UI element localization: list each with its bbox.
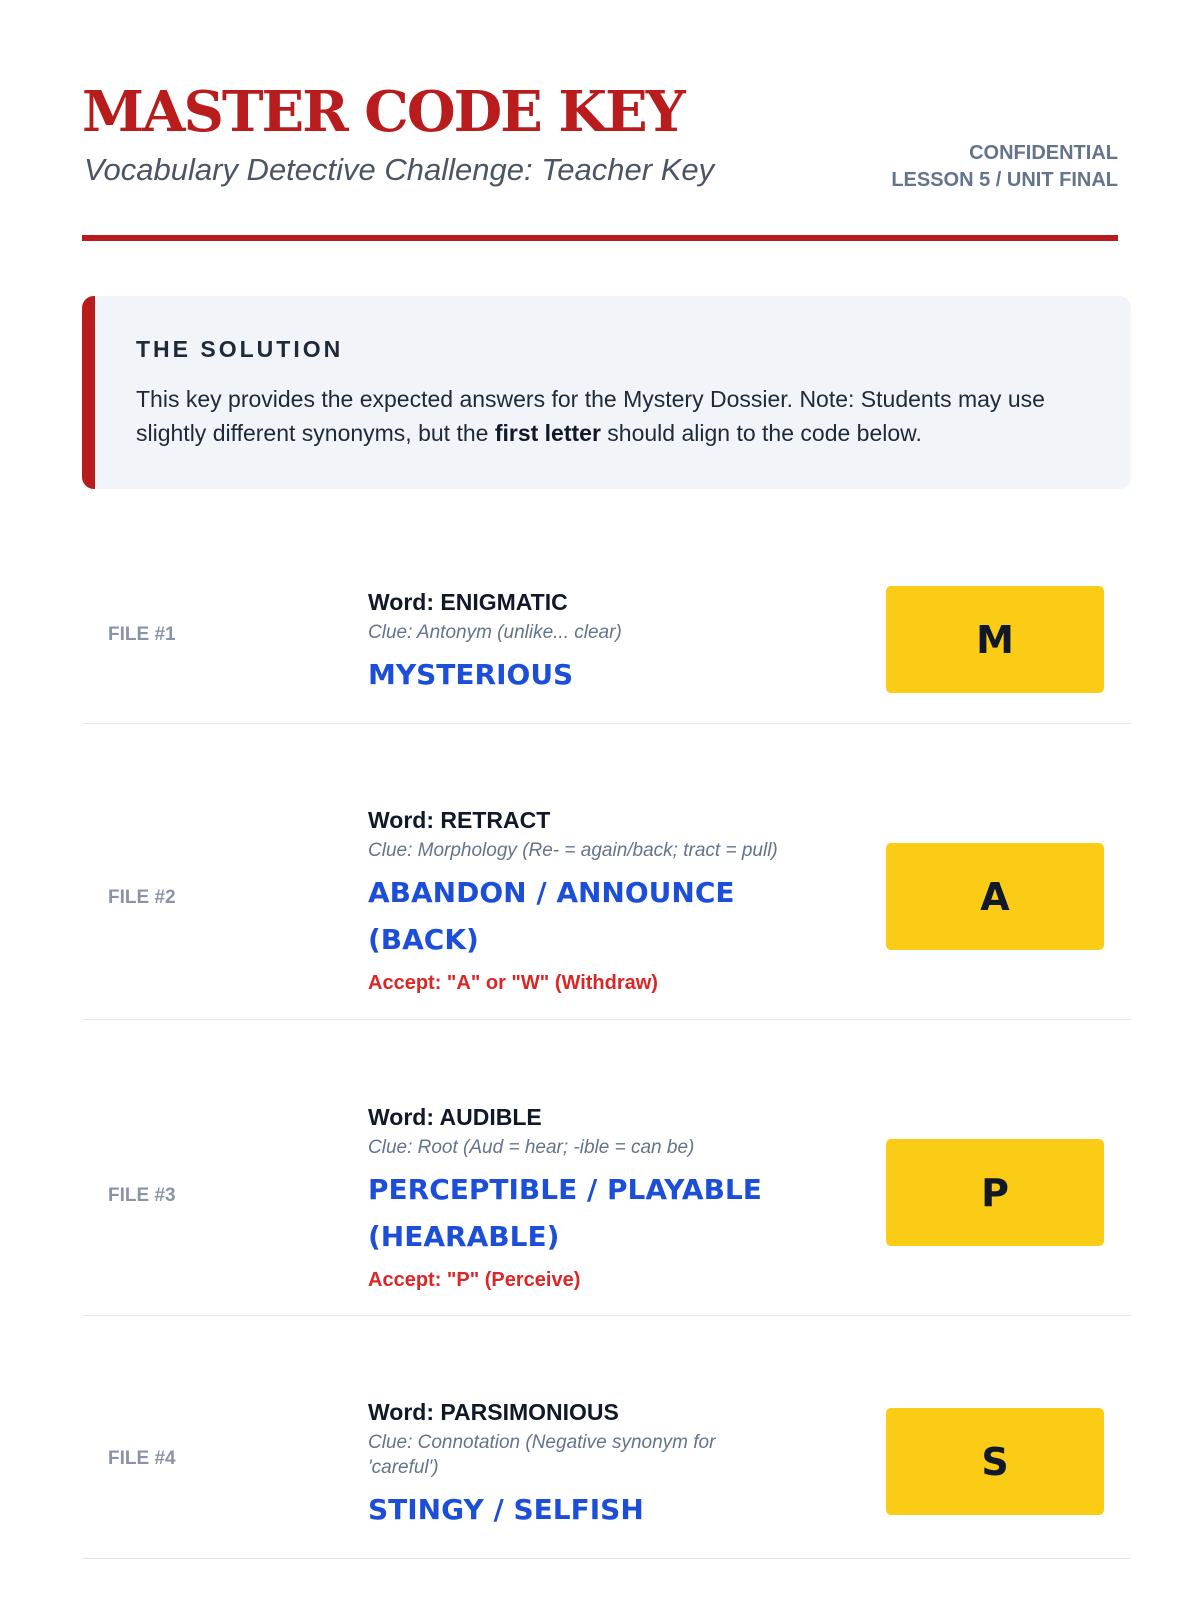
- lesson-label: LESSON 5 / UNIT FINAL: [891, 169, 1118, 191]
- file-row: [82, 1020, 1131, 1316]
- file-label: FILE #2: [108, 887, 176, 908]
- file-row: [82, 724, 1131, 1020]
- file-content: [368, 1103, 848, 1292]
- clue-text: Clue: Morphology (Re- = again/back; tract = pull): [368, 840, 778, 861]
- code-letter: A: [886, 843, 1104, 950]
- clue-text: Clue: Root (Aud = hear; -ible = can be): [368, 1137, 695, 1158]
- file-content: [368, 588, 848, 698]
- file-content: [368, 806, 848, 995]
- header: [82, 0, 1118, 244]
- code-letter: S: [886, 1408, 1104, 1515]
- solution-text: [136, 382, 1091, 450]
- file-row: [82, 1316, 1131, 1559]
- code-letter: M: [886, 586, 1104, 693]
- clue-text: Clue: Connotation (Negative synonym for 'careful'): [368, 1432, 716, 1478]
- file-label: FILE #4: [108, 1448, 176, 1469]
- confidential-label: CONFIDENTIAL: [969, 142, 1118, 164]
- accept-note: Accept: "A" or "W" (Withdraw): [368, 972, 658, 994]
- solution-heading: THE SOLUTION: [136, 336, 344, 362]
- file-content: [368, 1398, 788, 1533]
- answer-text: PERCEPTIBLE / PLAYABLE (HEARABLE): [368, 1173, 762, 1253]
- answer-text: ABANDON / ANNOUNCE (BACK): [368, 876, 735, 956]
- header-divider: [82, 235, 1118, 241]
- vocab-word: Word: PARSIMONIOUS: [368, 1399, 619, 1425]
- file-row: [82, 500, 1131, 724]
- answer-text: MYSTERIOUS: [368, 658, 574, 691]
- vocab-word: Word: ENIGMATIC: [368, 589, 568, 615]
- solution-callout: [82, 296, 1131, 489]
- solution-text-end: should align to the code below.: [600, 420, 922, 446]
- page-subtitle: Vocabulary Detective Challenge: Teacher Key: [84, 152, 715, 187]
- accept-note: Accept: "P" (Perceive): [368, 1269, 581, 1291]
- code-letter: P: [886, 1139, 1104, 1246]
- page-title: MASTER CODE KEY: [82, 79, 684, 145]
- solution-text-start: This key provides the expected answers for the Mystery Dossier. Note: Students may use slightly different synonyms, but the: [136, 386, 1045, 446]
- solution-text-bold: first letter: [494, 420, 601, 446]
- clue-text: Clue: Antonym (unlike... clear): [368, 622, 622, 643]
- vocab-word: Word: RETRACT: [368, 807, 551, 833]
- answer-text: STINGY / SELFISH: [368, 1493, 644, 1526]
- header-meta: [891, 140, 1118, 194]
- vocab-word: Word: AUDIBLE: [368, 1104, 542, 1130]
- file-label: FILE #3: [108, 1185, 176, 1206]
- file-label: FILE #1: [108, 624, 176, 645]
